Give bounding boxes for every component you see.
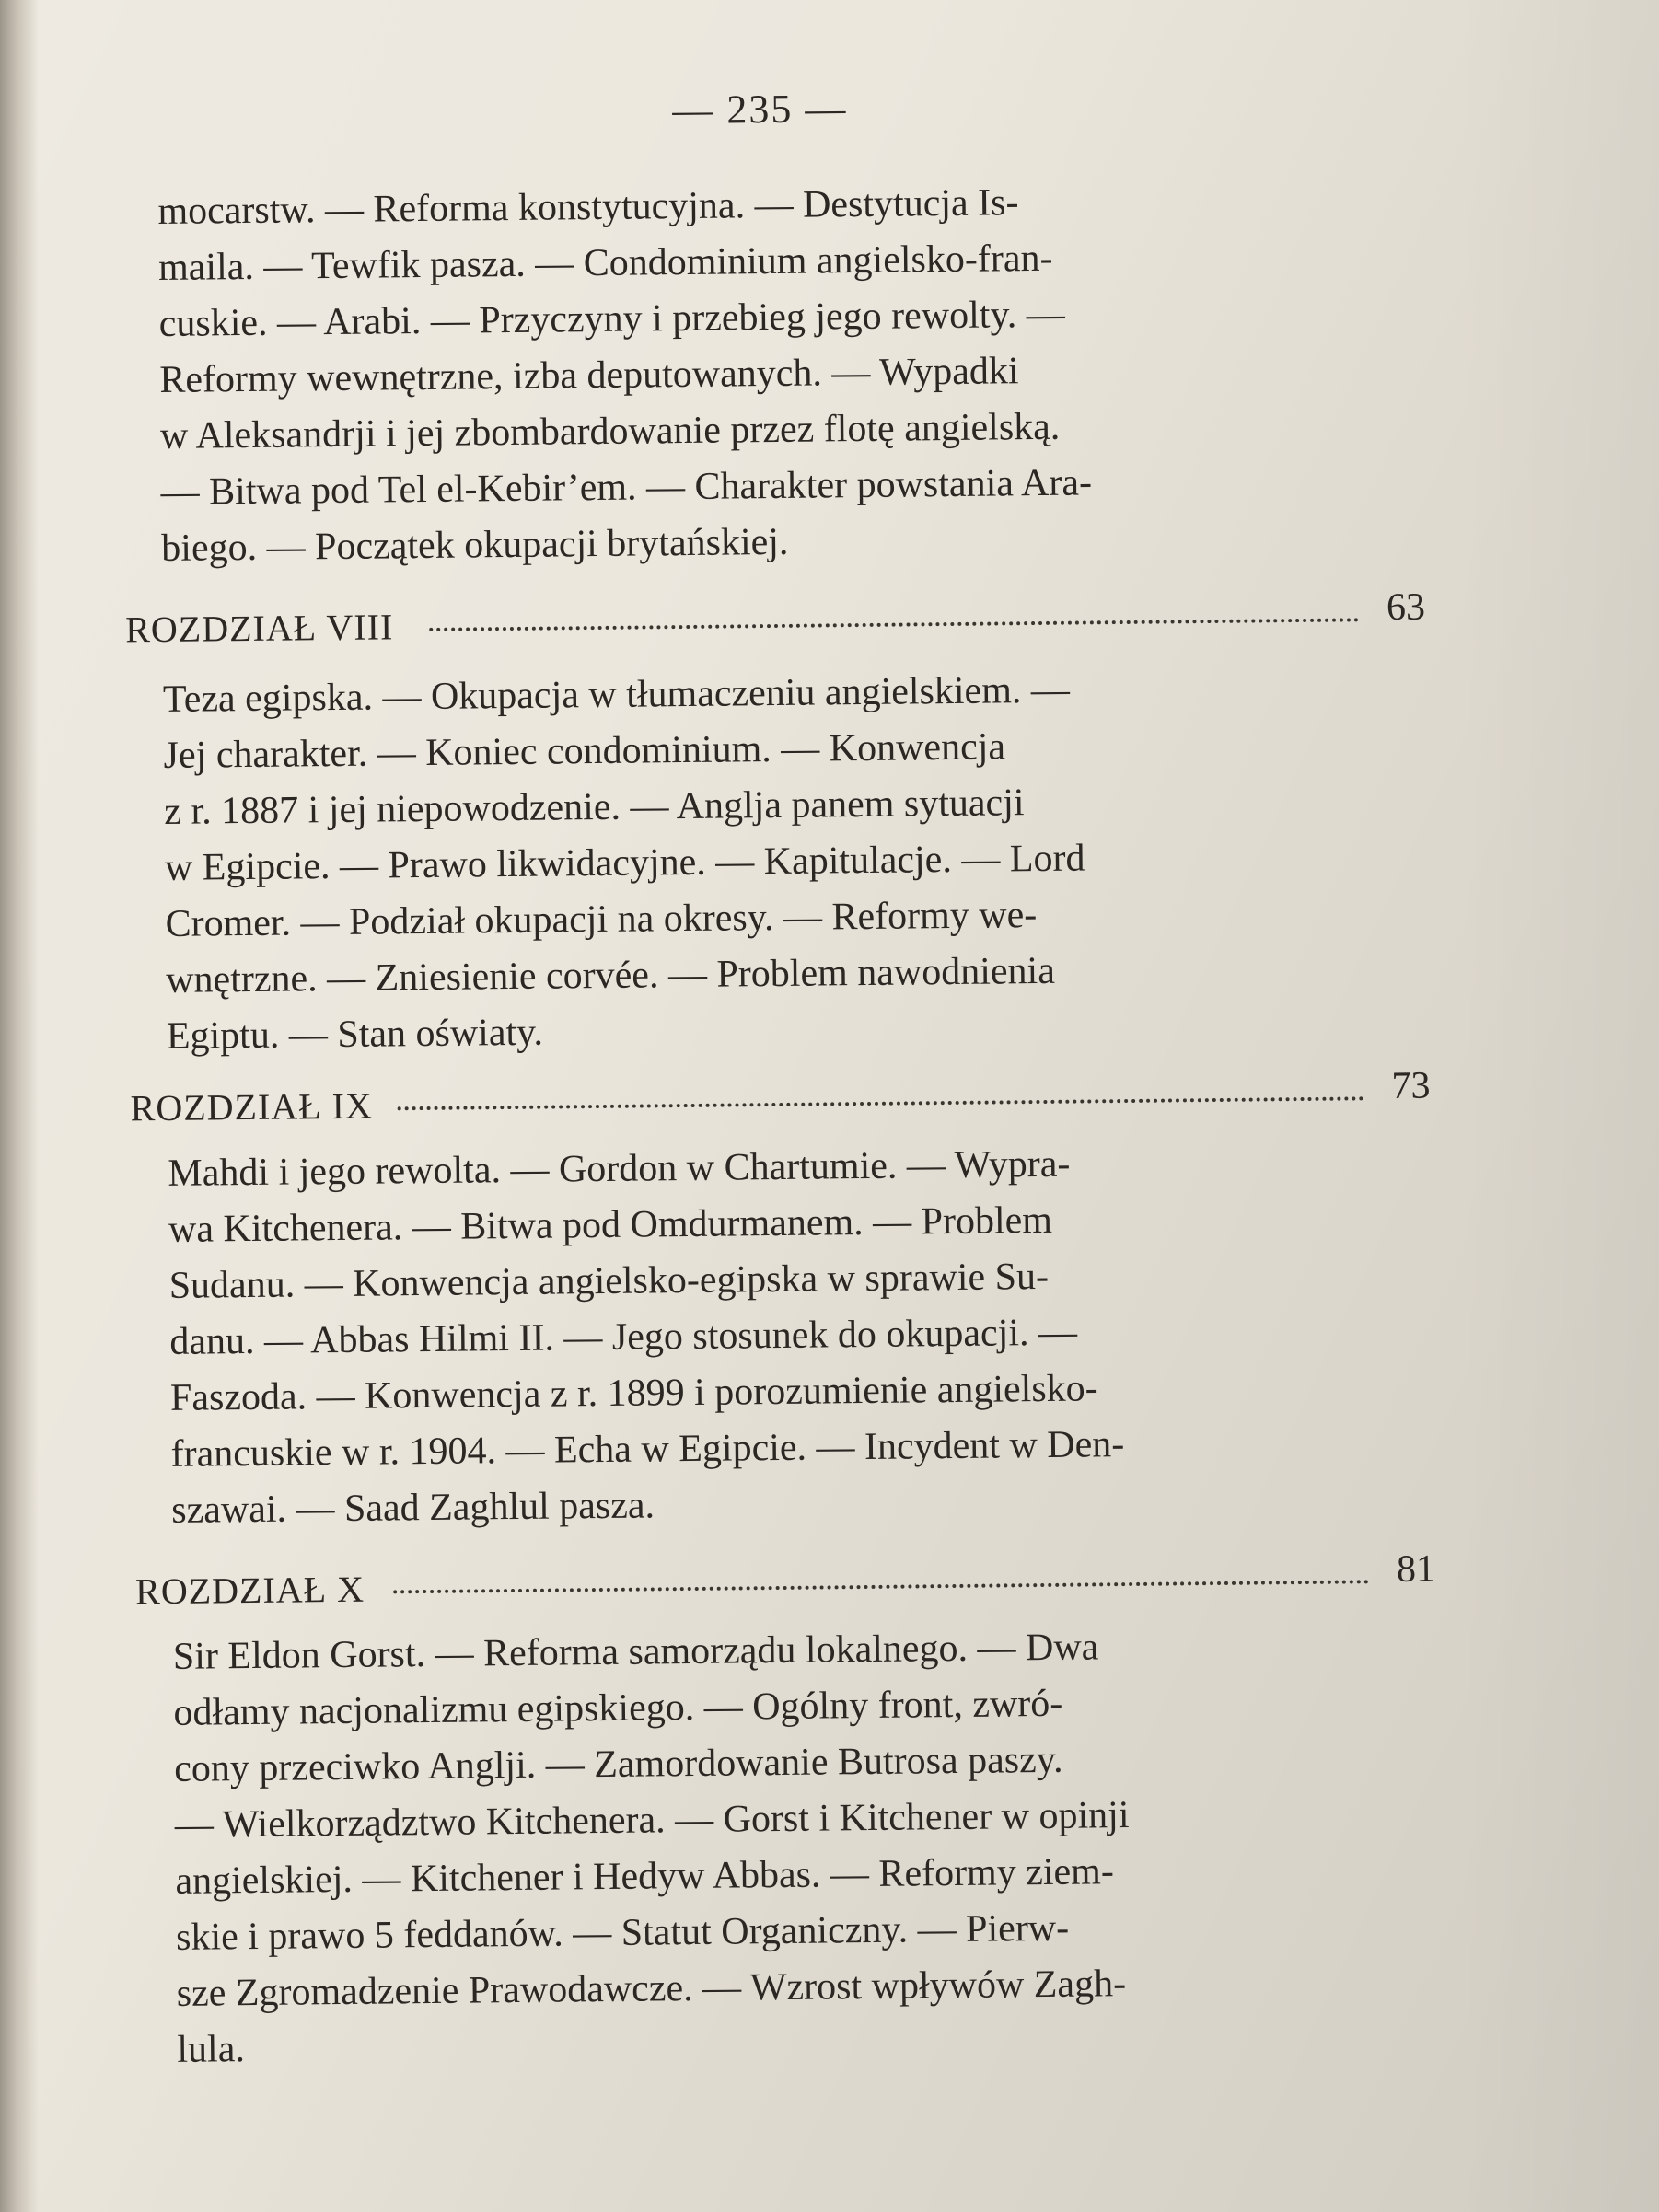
summary-line: w Egipcie. — Prawo likwidacyjne. — Kapitulacje. — Lord (164, 837, 1085, 889)
chapter-page-number-x: 81 (1396, 1547, 1436, 1591)
summary-line: cuskie. — Arabi. — Przyczyny i przebieg jego rewolty. — (158, 293, 1065, 345)
summary-line: maila. — Tewfik pasza. — Condominium angielsko-fran- (157, 237, 1053, 289)
summary-line: danu. — Abbas Hilmi II. — Jego stosunek do okupacji. — (169, 1311, 1078, 1363)
summary-line: lula. (177, 2028, 246, 2071)
dot-leader (393, 1570, 1369, 1593)
summary-line: wnętrzne. — Zniesienie corvée. — Problem nawodnienia (165, 949, 1056, 1002)
chapter-heading-ix: ROZDZIAŁ IX (130, 1084, 374, 1129)
summary-line: sze Zgromadzenie Prawodawcze. — Wzrost wpływów Zagh- (176, 1963, 1127, 2015)
summary-line: Jej charakter. — Koniec condominium. — Konwencja (163, 725, 1006, 777)
summary-line: mocarstw. — Reforma konstytucyjna. — Destytucja Is- (157, 181, 1019, 233)
chapter-page-number-ix: 73 (1391, 1064, 1431, 1108)
summary-line: z r. 1887 i jej niepowodzenie. — Anglja panem sytuacji (164, 782, 1025, 833)
page-number: — 235 — (672, 86, 848, 133)
chapter-summary-viii (163, 659, 1419, 1065)
chapter-summary-continued (157, 171, 1413, 577)
summary-line: Sir Eldon Gorst. — Reforma samorządu lokalnego. — Dwa (172, 1626, 1099, 1678)
page-binding-shadow (0, 0, 39, 2212)
summary-line: Egiptu. — Stan oświaty. (166, 1011, 544, 1058)
summary-line: francuskie w r. 1904. — Echa w Egipcie. — Incydent w Den- (170, 1423, 1125, 1476)
table-of-contents (124, 69, 1464, 2071)
summary-line: Faszoda. — Konwencja z r. 1899 i porozumienie angielsko- (169, 1367, 1098, 1419)
summary-line: Cromer. — Podział okupacji na okresy. — Reformy we- (165, 894, 1038, 945)
chapter-summary-x (173, 1616, 1430, 2079)
summary-line: biego. — Początek okupacji brytańskiej. (161, 520, 789, 570)
summary-line: cony przeciwko Anglji. — Zamordowanie Butrosa paszy. (173, 1738, 1063, 1790)
summary-line: Sudanu. — Konwencja angielsko-egipska w sprawie Su- (168, 1255, 1050, 1307)
summary-line: w Aleksandrji i jej zbombardowanie przez flotę angielską. (159, 405, 1061, 457)
show-through-shading (1455, 0, 1659, 2212)
summary-line: Teza egipska. — Okupacja w tłumaczeniu angielskiem. — (162, 668, 1071, 721)
chapter-page-number-viii: 63 (1386, 585, 1426, 630)
summary-line: Reformy wewnętrzne, izba deputowanych. — Wypadki (159, 350, 1019, 401)
summary-line: skie i prawo 5 feddanów. — Statut Organiczny. — Pierw- (175, 1906, 1070, 1959)
dot-leader (429, 608, 1359, 631)
summary-line: wa Kitchenera. — Bitwa pod Omdurmanem. — Problem (168, 1199, 1053, 1251)
summary-line: odłamy nacjonalizmu egipskiego. — Ogólny front, zwró- (173, 1682, 1063, 1734)
chapter-heading-viii: ROZDZIAŁ VIII (124, 606, 394, 651)
summary-line: — Bitwa pod Tel el-Kebir’em. — Charakter powstania Ara- (160, 461, 1093, 514)
chapter-heading-x: ROZDZIAŁ X (134, 1568, 365, 1613)
summary-line: Mahdi i jego rewolta. — Gordon w Chartumie. — Wypra- (168, 1142, 1071, 1195)
summary-line: — Wielkorządztwo Kitchenera. — Gorst i Kitchener w opinji (174, 1794, 1130, 1847)
summary-line: szawai. — Saad Zaghlul pasza. (171, 1484, 655, 1532)
summary-line: angielskiej. — Kitchener i Hedyw Abbas. — Reformy ziem- (175, 1850, 1115, 1903)
chapter-summary-ix (168, 1133, 1423, 1539)
dot-leader (398, 1087, 1364, 1110)
